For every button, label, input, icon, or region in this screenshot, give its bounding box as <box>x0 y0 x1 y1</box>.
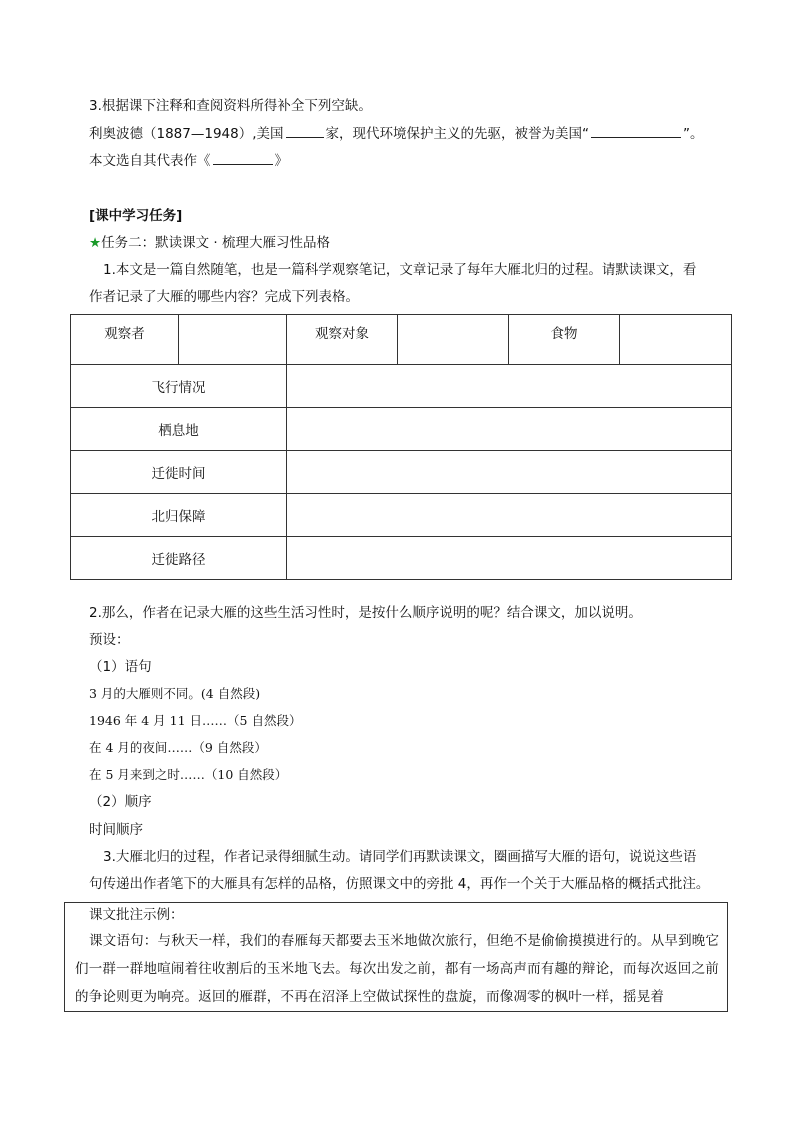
object-label: 观察对象 <box>287 315 398 365</box>
table-row <box>71 494 732 537</box>
q1-line1: 1.本文是一篇自然随笔，也是一篇科学观察笔记，文章记录了每年大雁北归的过程。请默读课文，看 <box>103 262 697 278</box>
question-3-intro: 3.根据课下注释和查阅资料所得补全下列空缺。 <box>89 98 372 114</box>
sentence-4: 在 5 月来到之时……（10 自然段） <box>89 767 288 782</box>
star-icon: ★ <box>89 235 102 251</box>
table-row <box>71 451 732 494</box>
order-answer: 时间顺序 <box>89 822 143 838</box>
sub-heading-order: （2）顺序 <box>89 794 152 810</box>
blank-work[interactable] <box>213 150 273 165</box>
table-header-row <box>71 315 732 365</box>
table-row <box>71 365 732 408</box>
bio-text-3: ”。 <box>683 126 704 142</box>
q3b-line2: 句传递出作者笔下的大雁具有怎样的品格，仿照课文中的旁批 4，再作一个关于大雁品格的概括式批注。 <box>89 876 710 892</box>
row-cell-support[interactable] <box>287 494 732 537</box>
observer-label: 观察者 <box>71 315 179 365</box>
row-label-habitat: 栖息地 <box>71 408 287 451</box>
row-label-support: 北归保障 <box>71 494 287 537</box>
row-cell-migration-time[interactable] <box>287 451 732 494</box>
sentence-2: 1946 年 4 月 11 日……（5 自然段） <box>89 713 302 728</box>
task2-title: 任务二：默读课文 · 梳理大雁习性品格 <box>101 235 330 251</box>
table-row <box>71 537 732 580</box>
row-cell-flight[interactable] <box>287 365 732 408</box>
source-line <box>89 150 288 171</box>
example-text: 课文语句：与秋天一样，我们的春雁每天都要去玉米地做次旅行，但绝不是偷偷摸摸进行的。从早到晚它们一群一群地喧闹着往收割后的玉米地飞去。每次出发之前，都有一场高声而有趣的辩论，而每次返回之前的争论则更为响亮。返回的雁群，不再在沼泽上空做试探性的盘旋，而像凋零的枫叶一样，摇晃着 <box>75 933 720 1005</box>
bio-line <box>89 123 704 144</box>
row-label-flight: 飞行情况 <box>71 365 287 408</box>
observation-table <box>70 314 732 580</box>
table-row <box>71 408 732 451</box>
object-cell[interactable] <box>398 315 509 365</box>
source-text: 本文选自其代表作《 <box>89 153 211 169</box>
q1-line2: 作者记录了大雁的哪些内容？完成下列表格。 <box>89 289 359 305</box>
blank-profession[interactable] <box>286 123 324 138</box>
food-label: 食物 <box>509 315 620 365</box>
row-label-route: 迁徙路径 <box>71 537 287 580</box>
sentence-3: 在 4 月的夜间……（9 自然段） <box>89 740 267 755</box>
sub-heading-sentences: （1）语句 <box>89 659 152 675</box>
q2-line1: 2.那么，作者在记录大雁的这些生活习性时，是按什么顺序说明的呢？结合课文，加以说明。 <box>89 605 642 621</box>
task2-heading <box>89 233 330 253</box>
row-cell-route[interactable] <box>287 537 732 580</box>
row-cell-habitat[interactable] <box>287 408 732 451</box>
q3b-line1: 3.大雁北归的过程，作者记录得细腻生动。请同学们再默读课文，圈画描写大雁的语句，说说这些语 <box>103 849 697 865</box>
preset-label: 预设： <box>89 632 130 648</box>
source-close: 》 <box>274 153 288 169</box>
blank-title[interactable] <box>591 123 681 138</box>
sentence-1: 3 月的大雁则不同。(4 自然段) <box>89 686 261 701</box>
bio-text-1: 利奥波德（1887—1948）,美国 <box>89 126 284 142</box>
example-title: 课文批注示例： <box>89 907 184 923</box>
food-cell[interactable] <box>620 315 732 365</box>
observer-cell[interactable] <box>179 315 287 365</box>
bio-text-2: 家，现代环境保护主义的先驱，被誉为美国“ <box>325 126 590 142</box>
row-label-migration-time: 迁徙时间 <box>71 451 287 494</box>
annotation-example-box <box>64 902 728 1012</box>
section-title: [课中学习任务] <box>89 208 183 224</box>
